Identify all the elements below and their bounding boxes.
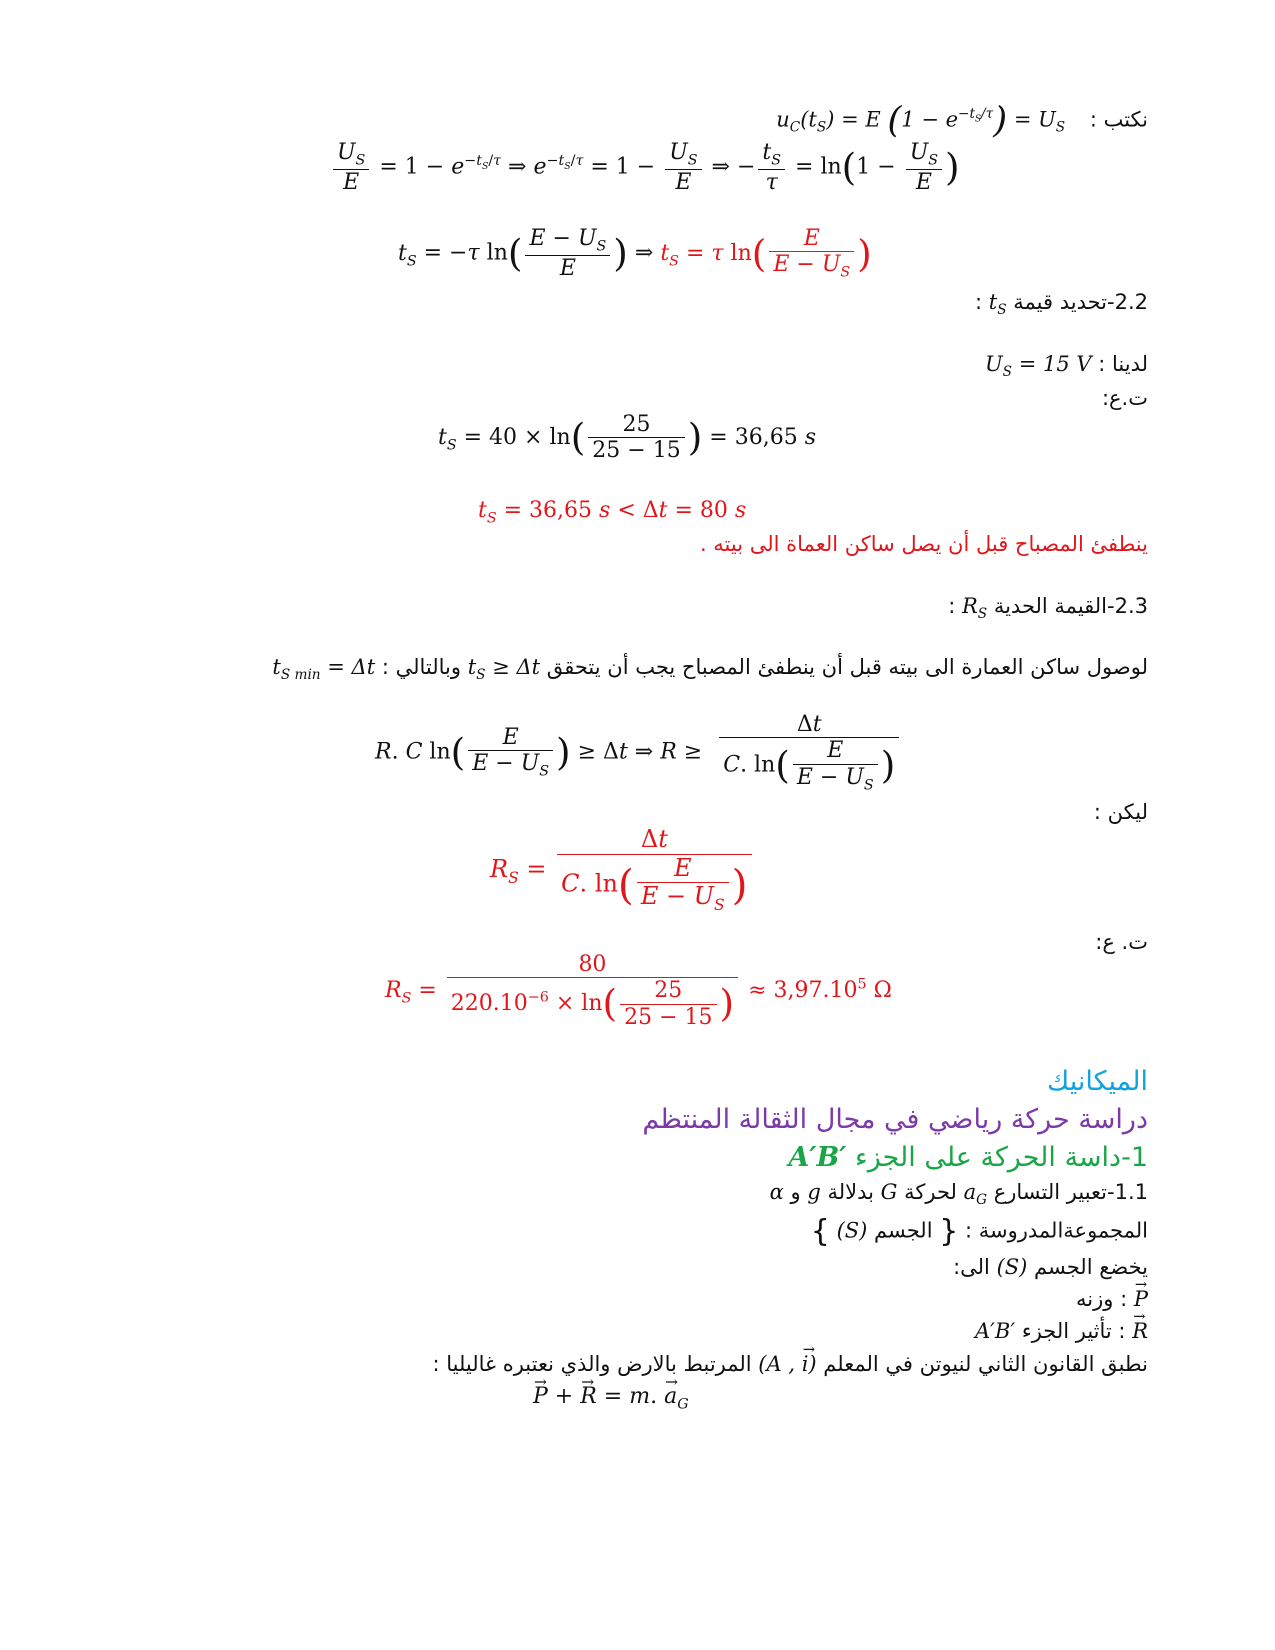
given-line xyxy=(985,352,1148,380)
newton-line: نطبق القانون الثاني لنيوتن في المعلم (A , i →) المرتبط بالارض والذي نعتبره غاليليا : xyxy=(432,1352,1148,1376)
ts-comparison: $t_S = 36,65$ s < Δt = 80 s xyxy=(478,498,747,527)
so-label: ليكن : xyxy=(1093,800,1148,824)
write-label: نكتب : xyxy=(1089,107,1148,132)
given-label: لدينا : xyxy=(1098,352,1148,376)
num-app-label-1: ت.ع: xyxy=(1101,386,1148,410)
force-r-line: R → : تأثير الجزء A′B′ xyxy=(975,1319,1148,1343)
write-line xyxy=(776,100,1148,141)
forces-intro: يخضع الجسم (S) الى: xyxy=(953,1255,1148,1279)
ts-calculation: $t_S = 40 \times \ln$( $\frac{25}{25 - 15}$ ) = 36,65 s xyxy=(438,412,816,464)
rs-formula: $R_S$ = Δt C. ln( $\frac{E}{E - U_S}$ ) xyxy=(490,826,755,915)
force-p-line: P → : وزنه xyxy=(1076,1287,1148,1311)
section-23-title: 2.3-القيمة الحدية $R_S$ : xyxy=(948,594,1148,623)
newton-equation: P → + R → = m. $a \to_G$ xyxy=(533,1384,689,1412)
mechanics-subheading: دراسة حركة رياضي في مجال الثقالة المنتظم xyxy=(642,1104,1148,1135)
derivation-line-2: $t_S = -\tau$ ln( $\frac{E - U_S}{E}$ ) ⇒ $t_S = \tau$ ln( $\frac{E}{E - U_S}$ ) xyxy=(398,226,872,281)
system-label: المجموعةالمدروسة : xyxy=(965,1218,1148,1243)
system-line: المجموعةالمدروسة : { الجسم (S) } xyxy=(810,1214,1148,1249)
uc-equation: $u_C(t_S) = E$ $(1 - e^{-t_S/\tau}) = U_S$ xyxy=(776,100,1066,141)
rs-calculation: $R_S$ = 80 $220.10^{-6} \times \ln$( $\frac{25}{25 - 15}$ ) ≈ $3,97.10^5$ Ω xyxy=(385,952,892,1030)
condition-line: لوصول ساكن العمارة الى بيته قبل أن ينطفئ المصباح يجب أن يتحقق $t_S \ge \Delta t$ وبالتالي : $t_{S min} = \Delta t$ xyxy=(272,655,1148,684)
part1-title: 1-داسة الحركة على الجزء A′B′ xyxy=(788,1142,1148,1173)
rc-inequality: R. C ln( $\frac{E}{E - U_S}$ ) ≥ Δt ⇒ R ≥ Δt C. ln( $\frac{E}{E - U_S}$ ) xyxy=(375,712,902,793)
force-p-label: وزنه xyxy=(1076,1287,1114,1311)
derivation-line-1: $\frac{U_S}{E}$ = $1 - e^{-t_S/\tau}$ ⇒ $e^{-t_S/\tau} = 1$ − $\frac{U_S}{E}$ ⇒ − $\frac{t_S}{\tau}$ = ln(1 − $\frac{U_S}{E}$ ) xyxy=(330,140,960,195)
given-value: $U_S = 15$ V xyxy=(984,352,1092,381)
conclusion-text: ينطفئ المصباح قبل أن يصل ساكن العماة الى بيته . xyxy=(699,532,1148,556)
mechanics-heading: الميكانيك xyxy=(1046,1066,1148,1097)
num-app-label-2: ت. ع: xyxy=(1095,930,1148,954)
q11-line: 1.1-تعبير التسارع $a_G$ لحركة G بدلالة g و α xyxy=(769,1180,1148,1209)
section-22-title: 2.2-تحديد قيمة $t_S$ : xyxy=(975,290,1148,319)
